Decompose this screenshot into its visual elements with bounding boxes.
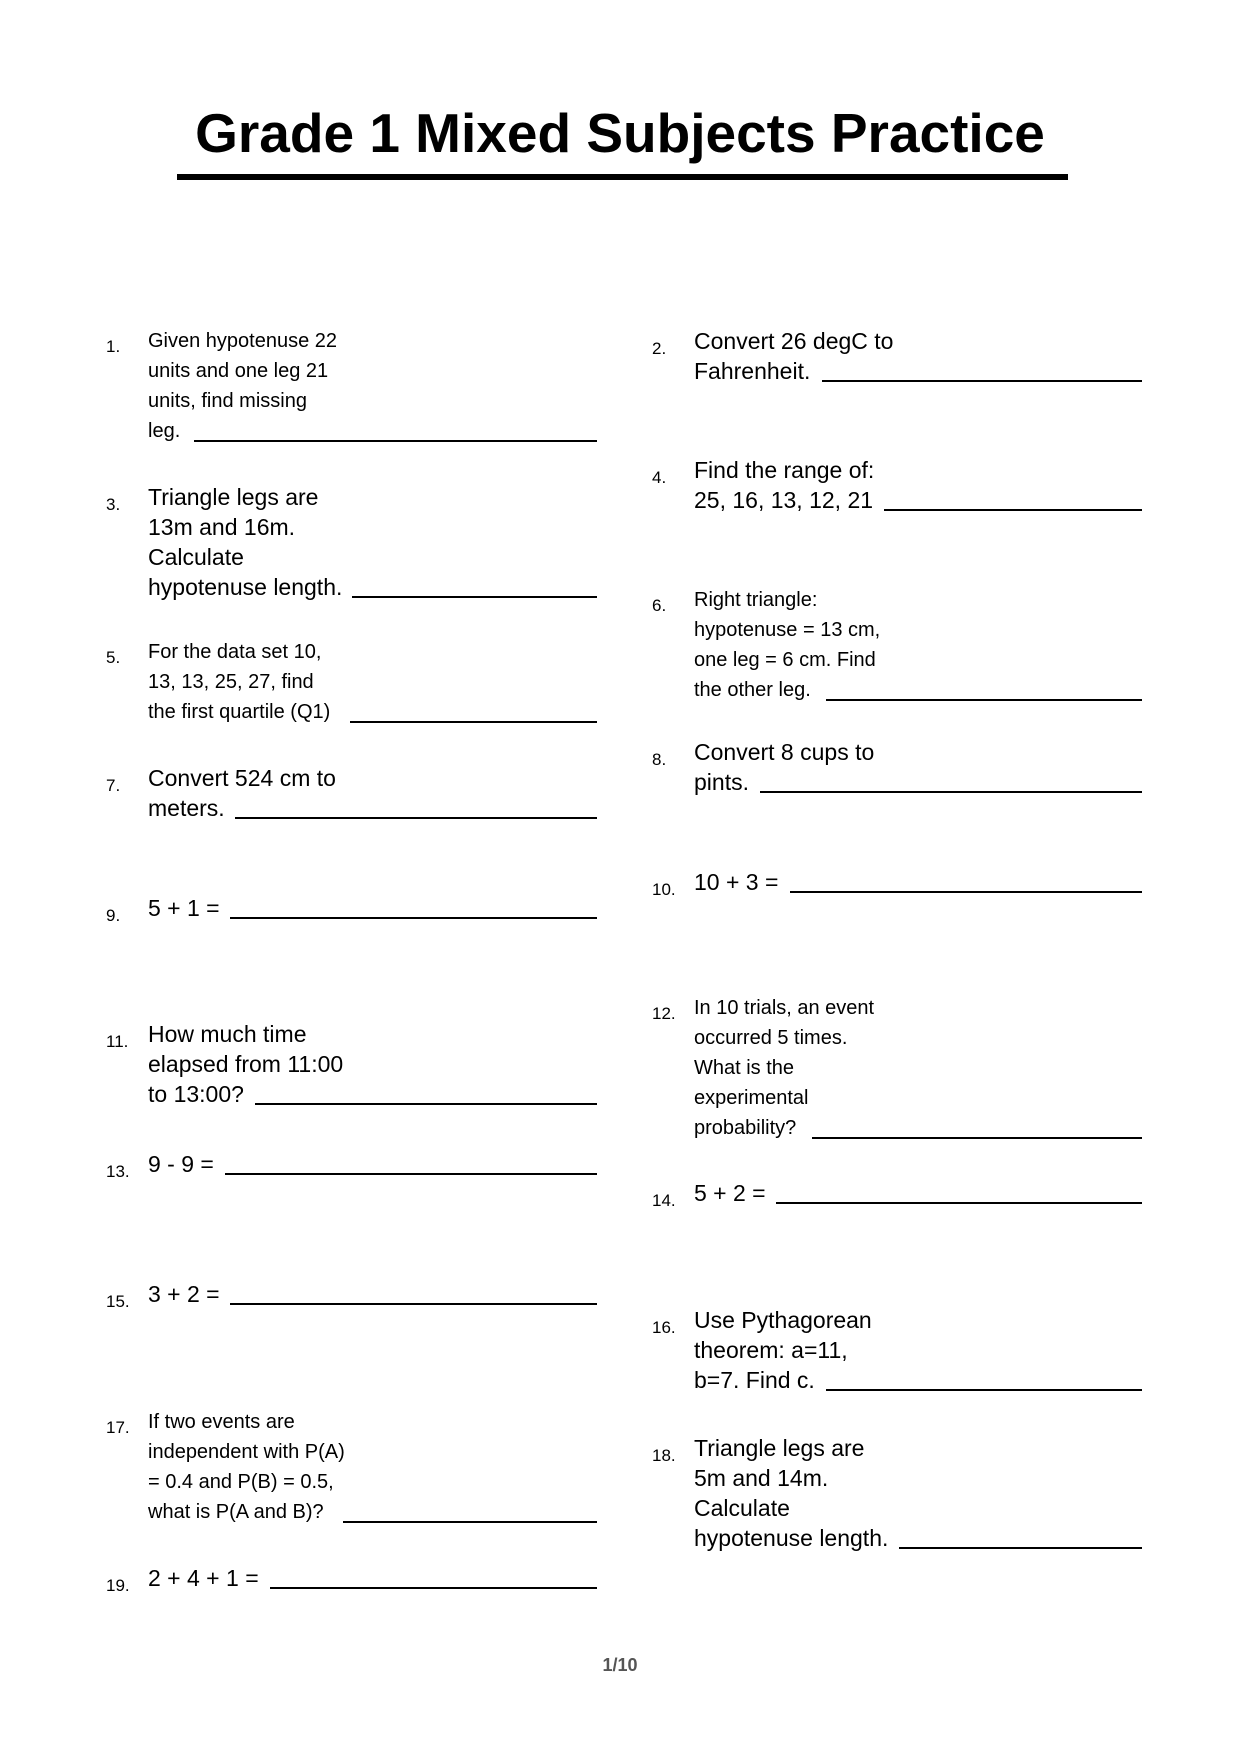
question-text-line: = 0.4 and P(B) = 0.5,: [148, 1471, 334, 1493]
question-text-line: probability?: [694, 1117, 797, 1139]
answer-blank[interactable]: [350, 721, 597, 723]
question-text-line: Find the range of:: [694, 457, 875, 483]
question-number: 8.: [652, 750, 667, 769]
question-text-line: 5 + 2 =: [694, 1180, 766, 1206]
question-text-line: How much time: [148, 1021, 307, 1047]
question-number: 15.: [106, 1292, 130, 1311]
question-text-line: Use Pythagorean: [694, 1307, 872, 1333]
question-text-line: to 13:00?: [148, 1081, 244, 1107]
answer-blank[interactable]: [225, 1173, 597, 1175]
question-text-line: 5 + 1 =: [148, 895, 220, 921]
question-number: 17.: [106, 1418, 130, 1437]
question-text-line: For the data set 10,: [148, 641, 322, 663]
question-text-line: meters.: [148, 795, 225, 821]
question-number: 9.: [106, 906, 121, 925]
question-text-line: units, find missing: [148, 390, 307, 412]
answer-blank[interactable]: [822, 380, 1142, 382]
question-text-line: Convert 524 cm to: [148, 765, 336, 791]
answer-blank[interactable]: [826, 699, 1142, 701]
question-text-line: Given hypotenuse 22: [148, 330, 338, 352]
question-text-line: 13, 13, 25, 27, find: [148, 671, 314, 693]
question-number: 16.: [652, 1318, 676, 1337]
question-text-line: Triangle legs are: [148, 484, 319, 510]
question-text-line: the other leg.: [694, 679, 811, 701]
question-number: 14.: [652, 1191, 676, 1210]
question-text-line: Right triangle:: [694, 589, 818, 611]
answer-blank[interactable]: [230, 1303, 597, 1305]
page-title: Grade 1 Mixed Subjects Practice: [195, 102, 1045, 164]
question-number: 7.: [106, 776, 121, 795]
question-number: 12.: [652, 1004, 676, 1023]
question-number: 19.: [106, 1576, 130, 1595]
question-number: 18.: [652, 1446, 676, 1465]
question-text-line: 2 + 4 + 1 =: [148, 1565, 259, 1591]
question-number: 2.: [652, 339, 667, 358]
question-text-line: pints.: [694, 769, 749, 795]
answer-blank[interactable]: [760, 791, 1142, 793]
answer-blank[interactable]: [194, 440, 597, 442]
question-text-line: elapsed from 11:00: [148, 1051, 344, 1077]
question-number: 5.: [106, 648, 121, 667]
question-text-line: 5m and 14m.: [694, 1465, 829, 1491]
answer-blank[interactable]: [884, 509, 1142, 511]
question-text-line: 9 - 9 =: [148, 1151, 214, 1177]
question-number: 3.: [106, 495, 121, 514]
question-text-line: theorem: a=11,: [694, 1337, 848, 1363]
question-text-line: independent with P(A): [148, 1441, 345, 1463]
answer-blank[interactable]: [270, 1587, 597, 1589]
question-text-line: one leg = 6 cm. Find: [694, 649, 876, 671]
answer-blank[interactable]: [343, 1521, 597, 1523]
question-number: 10.: [652, 880, 676, 899]
answer-blank[interactable]: [352, 596, 597, 598]
question-text-line: the first quartile (Q1): [148, 701, 331, 723]
question-text-line: experimental: [694, 1087, 809, 1109]
question-text-line: 13m and 16m.: [148, 514, 296, 540]
question-number: 4.: [652, 468, 667, 487]
question-text-line: what is P(A and B)?: [148, 1501, 324, 1523]
question-text-line: hypotenuse length.: [148, 574, 343, 600]
question-number: 1.: [106, 337, 121, 356]
question-text-line: Convert 8 cups to: [694, 739, 875, 765]
question-text-line: If two events are: [148, 1411, 295, 1433]
question-text-line: 25, 16, 13, 12, 21: [694, 487, 874, 513]
question-text-line: 3 + 2 =: [148, 1281, 220, 1307]
answer-blank[interactable]: [812, 1137, 1142, 1139]
question-text-line: hypotenuse = 13 cm,: [694, 619, 881, 641]
answer-blank[interactable]: [255, 1103, 597, 1105]
question-text-line: What is the: [694, 1057, 795, 1079]
question-number: 6.: [652, 596, 667, 615]
answer-blank[interactable]: [899, 1547, 1142, 1549]
question-text-line: b=7. Find c.: [694, 1367, 815, 1393]
question-text-line: leg.: [148, 420, 181, 442]
answer-blank[interactable]: [776, 1202, 1142, 1204]
question-number: 11.: [106, 1032, 129, 1051]
page-number: 1/10: [602, 1655, 638, 1675]
question-text-line: Convert 26 degC to: [694, 328, 894, 354]
question-text-line: hypotenuse length.: [694, 1525, 889, 1551]
question-text-line: occurred 5 times.: [694, 1027, 848, 1049]
answer-blank[interactable]: [230, 917, 597, 919]
question-text-line: 10 + 3 =: [694, 869, 779, 895]
question-text-line: Calculate: [694, 1495, 790, 1521]
question-text-line: units and one leg 21: [148, 360, 329, 382]
answer-blank[interactable]: [235, 817, 597, 819]
question-number: 13.: [106, 1162, 130, 1181]
question-text-line: In 10 trials, an event: [694, 997, 875, 1019]
answer-blank[interactable]: [790, 891, 1142, 893]
answer-blank[interactable]: [826, 1389, 1142, 1391]
question-text-line: Fahrenheit.: [694, 358, 811, 384]
title-underline: [177, 174, 1068, 180]
question-text-line: Triangle legs are: [694, 1435, 865, 1461]
question-text-line: Calculate: [148, 544, 244, 570]
